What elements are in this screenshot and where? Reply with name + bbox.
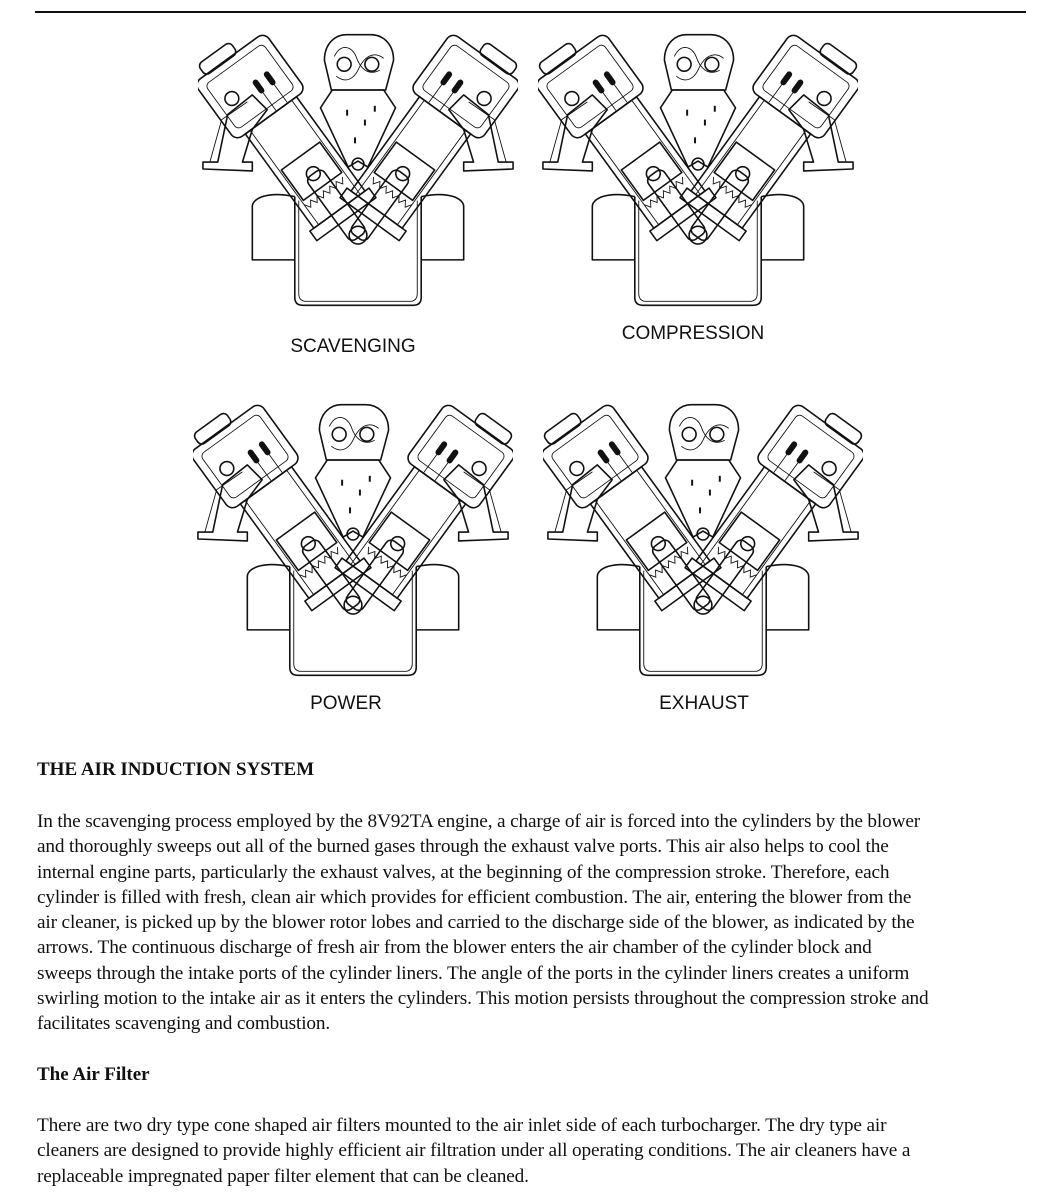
paragraph-line: facilitates scavenging and combustion. [37,1013,331,1035]
paragraph-line: swirling motion to the intake air as it enters the cylinders. This motion persists throughout the compression stroke and [37,988,929,1010]
paragraph-line: arrows. The continuous discharge of fresh air from the blower enters the air chamber of the cylinder block and [37,937,872,959]
top-rule [35,11,1026,13]
engine-diagram-exhaust [543,384,863,694]
figure-caption-scavenging: SCAVENGING [290,336,416,357]
paragraph-line: replaceable impregnated paper filter element that can be cleaned. [37,1165,529,1187]
figure-caption-power: POWER [310,693,382,714]
paragraph-line: cylinder is filled with fresh, clean air which provides for efficient combustion. The air, entering the blower from the [37,886,912,908]
paragraph-line: air cleaner, is picked up by the blower rotor lobes and carried to the discharge side of the blower, as indicated by the [37,912,915,934]
paragraph-line: and thoroughly sweeps out all of the burned gases through the exhaust valve ports. This air also helps to cool the [37,836,889,858]
section-heading: THE AIR INDUCTION SYSTEM [37,759,315,780]
section-paragraph [37,809,928,1037]
figure-caption-exhaust: EXHAUST [659,693,749,714]
paragraph-line: There are two dry type cone shaped air filters mounted to the air inlet side of each turbocharger. The dry type air [37,1115,887,1136]
engine-diagram-scavenging [198,14,518,324]
engine-diagram-power [193,384,513,694]
paragraph-line: internal engine parts, particularly the exhaust valves, at the beginning of the compression stroke. Therefore, each [37,861,890,883]
paragraph-line: In the scavenging process employed by the 8V92TA engine, a charge of air is forced into the cylinders by the blower [37,811,921,832]
figure-caption-compression: COMPRESSION [621,323,765,344]
paragraph-line: cleaners are designed to provide highly efficient air filtration under all operating conditions. The air cleaners have a [37,1140,911,1162]
subsection-heading: The Air Filter [37,1064,150,1085]
engine-diagram-compression [538,14,858,324]
subsection-paragraph [37,1113,910,1189]
paragraph-line: sweeps through the intake ports of the cylinder liners. The angle of the ports in the cylinder liners creates a uniform [37,962,910,984]
